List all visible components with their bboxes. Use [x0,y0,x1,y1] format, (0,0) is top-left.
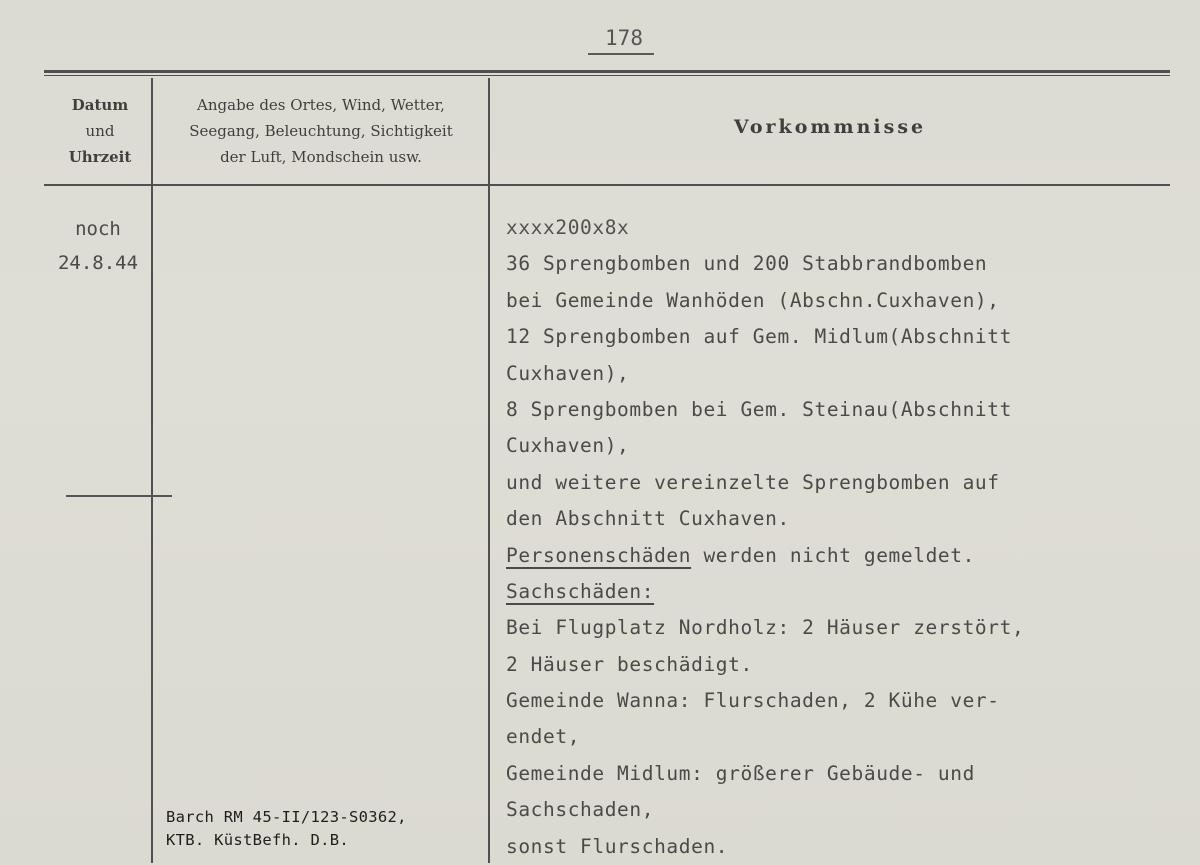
entry-line: bei Gemeinde Wanhöden (Abschn.Cuxhaven), [506,288,1000,312]
header-datum-line: Uhrzeit [68,148,132,166]
entry-date-line: 24.8.44 [57,252,139,274]
header-angabe [158,92,484,170]
header-angabe-line: Seegang, Beleuchtung, Sichtigkeit [189,122,453,140]
page-number: 178 [605,26,643,50]
header-angabe-line: der Luft, Mondschein usw. [220,148,422,166]
entry-line [506,538,1166,574]
header-vorkommnisse: Vorkommnisse [733,116,927,138]
entry-line: 36 Sprengbomben und 200 Stabbrandbomben [506,252,988,276]
table-top-rule [44,70,1170,73]
entry-line: den Abschnitt Cuxhaven. [506,507,790,531]
entry-line: und weitere vereinzelte Sprengbomben auf [506,470,1000,494]
entry-date [46,212,150,280]
archive-reference-line: KTB. KüstBefh. D.B. [166,831,350,849]
entry-line: endet, [506,725,581,749]
struck-out-line: xxxx200x8x [506,216,630,239]
entry-line: 12 Sprengbomben auf Gem. Midlum(Abschnitt [506,325,1012,349]
header-divider [44,184,1170,186]
entry-line: 2 Häuser beschädigt. [506,652,753,676]
entry-line: Cuxhaven), [506,434,630,458]
entry-text [506,210,1166,865]
archive-reference-line: Barch RM 45-II/123-S0362, [166,808,407,826]
entry-date-line: noch [75,218,121,240]
entry-line: Gemeinde Midlum: größerer Gebäude- und [506,761,975,785]
entry-line: Gemeinde Wanna: Flurschaden, 2 Kühe ver- [506,689,1000,713]
sachschaeden-heading: Sachschäden: [506,579,655,603]
personenschaeden-heading: Personenschäden [506,543,692,567]
entry-line: sonst Flurschaden. [506,834,729,858]
header-datum [52,92,148,170]
column-divider-2 [488,78,490,863]
column-divider-1 [151,78,153,863]
header-datum-line: Datum [71,96,129,114]
personenschaeden-text: werden nicht gemeldet. [691,543,975,567]
entry-line [506,574,1166,610]
table-top-rule-thin [44,75,1170,76]
entry-line: Bei Flugplatz Nordholz: 2 Häuser zerstört, [506,616,1025,640]
entry-line: Sachschaden, [506,798,655,822]
archive-reference [166,806,486,852]
date-underline [66,495,172,497]
header-angabe-line: Angabe des Ortes, Wind, Wetter, [197,96,445,114]
header-datum-line: und [85,122,115,140]
entry-line: 8 Sprengbomben bei Gem. Steinau(Abschnitt [506,397,1012,421]
entry-line: Cuxhaven), [506,361,630,385]
page-number-underline [588,53,654,55]
